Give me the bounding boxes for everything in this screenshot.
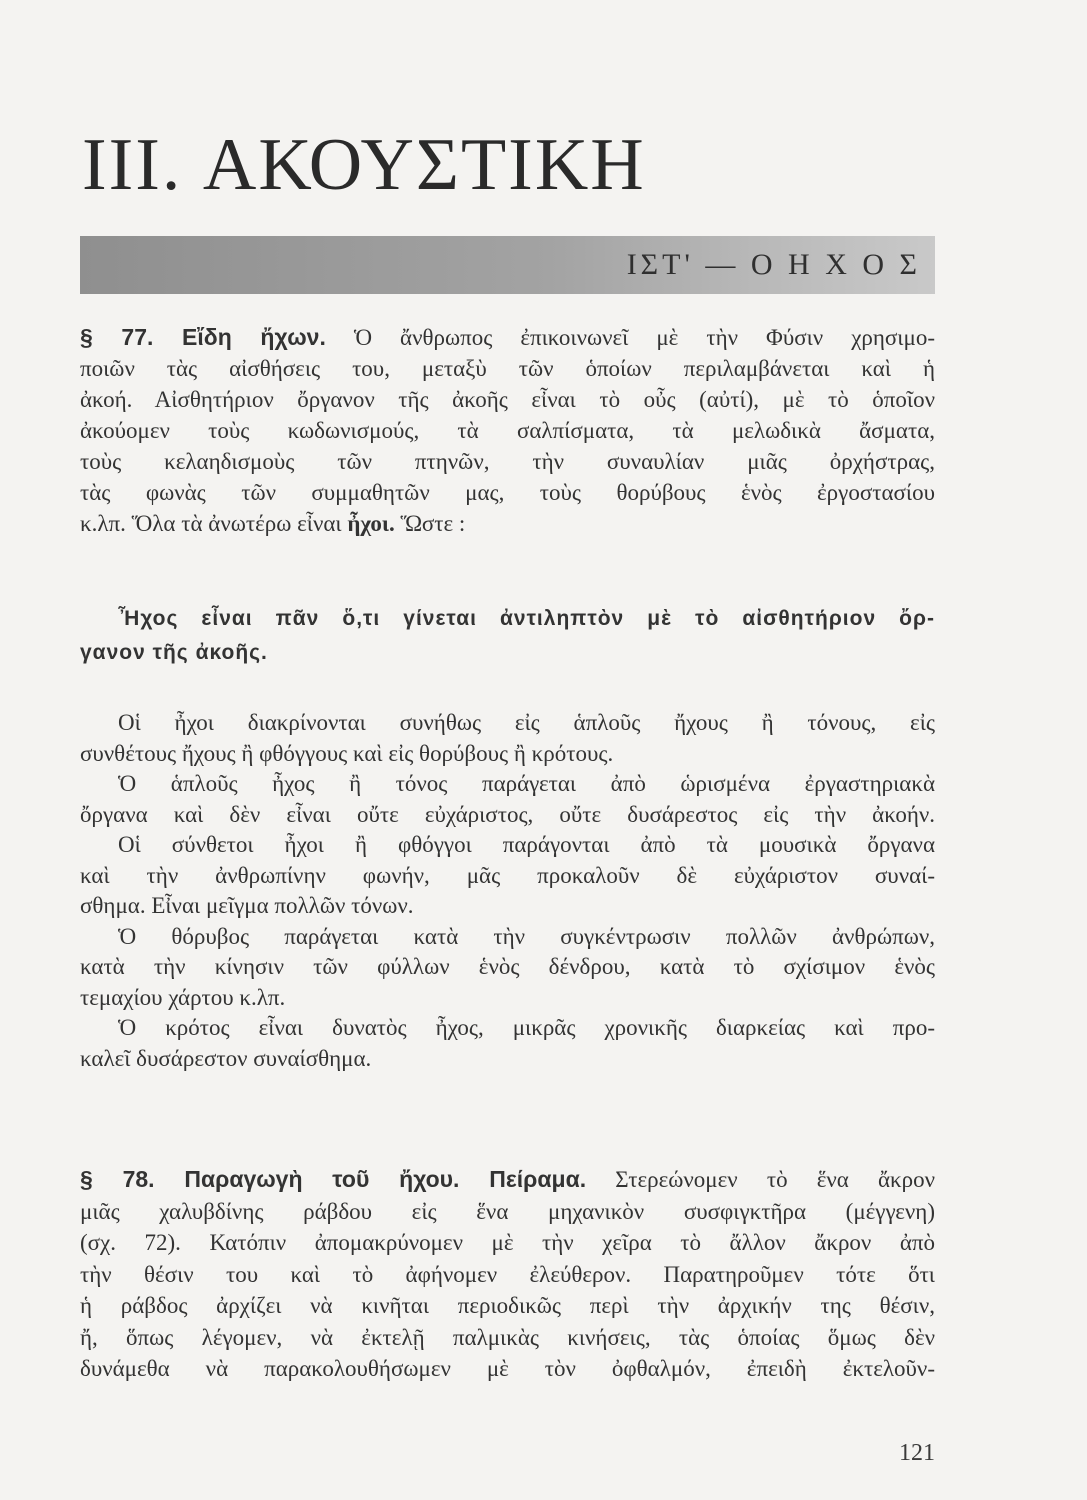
body-line: ὄργανα καὶ δὲν εἶναι οὔτε εὐχάριστος, οὔτε δυσάρεστος εἰς τὴν ἀκοήν. — [80, 801, 935, 827]
paragraph-77-line: ἀκοή. Αἰσθητήριον ὄργανον τῆς ἀκοῆς εἶναι τὸ οὖς (αὐτί), μὲ τὸ ὁποῖον — [80, 387, 935, 412]
paragraph-77-line: § 77. Εἴδη ἤχων. Ὁ ἄνθρωπος ἐπικοινωνεῖ μὲ τὴν Φύσιν χρησιμο- — [80, 324, 935, 350]
paragraph-77 — [80, 322, 935, 539]
paragraph-78-line: ἡ ράβδος ἀρχίζει νὰ κινῆται περιοδικῶς περὶ τὴν ἀρχικήν της θέσιν, — [80, 1293, 935, 1318]
term-sounds: ἦχοι. — [347, 511, 395, 536]
body-paragraphs — [80, 708, 935, 1074]
body-line: τεμαχίου χάρτου κ.λπ. — [80, 984, 286, 1010]
paragraph-78-line: τὴν θέσιν του καὶ τὸ ἀφήνομεν ἐλεύθερον. Παρατηροῦμεν τότε ὅτι — [80, 1261, 935, 1287]
paragraph-77-line: τὰς φωνὰς τῶν συμμαθητῶν μας, τοὺς θορύβους ἑνὸς ἐργοστασίου — [80, 480, 935, 505]
body-line: καὶ τὴν ἀνθρωπίνην φωνήν, μᾶς προκαλοῦν δὲ εὐχάριστον συναί- — [80, 862, 935, 888]
body-line: Ὁ θόρυβος παράγεται κατὰ τὴν συγκέντρωσιν πολλῶν ἀνθρώπων, — [118, 923, 935, 949]
section-band — [80, 236, 935, 294]
paragraph-78-line: (σχ. 72). Κατόπιν ἀπομακρύνομεν μὲ τὴν χεῖρα τὸ ἄλλον ἄκρον ἀπὸ — [80, 1230, 935, 1255]
section-heading: ΙΣΤ' — Ο Η Χ Ο Σ — [626, 248, 921, 281]
paragraph-78 — [80, 1164, 935, 1385]
body-line: Οἱ σύνθετοι ἦχοι ἢ φθόγγοι παράγονται ἀπὸ τὰ μουσικὰ ὄργανα — [118, 832, 935, 857]
definition-line: γανον τῆς ἀκοῆς. — [80, 641, 268, 664]
paragraph-77-line: κ.λπ. Ὅλα τὰ ἀνωτέρω εἶναι ἦχοι. Ὥστε : — [80, 511, 466, 536]
paragraph-77-label: § 77. Εἴδη ἤχων. — [80, 324, 326, 350]
body-line: κατὰ τὴν κίνησιν τῶν φύλλων ἑνὸς δένδρου, κατὰ τὸ σχίσιμον ἑνὸς — [80, 954, 935, 979]
paragraph-78-line: ἤ, ὅπως λέγομεν, νὰ ἐκτελῇ παλμικὰς κινήσεις, τὰς ὁποίας ὅμως δὲν — [80, 1324, 935, 1350]
paragraph-78-line: § 78. Παραγωγὴ τοῦ ἤχου. Πείραμα. Στερεώνομεν τὸ ἕνα ἄκρον — [80, 1166, 935, 1192]
paragraph-78-line: δυνάμεθα νὰ παρακολουθήσωμεν μὲ τὸν ὀφθαλμόν, ἐπειδὴ ἐκτελοῦν- — [80, 1356, 935, 1381]
chapter-title: III. ΑΚΟΥΣΤΙΚΗ — [82, 124, 646, 206]
body-line: Ὁ κρότος εἶναι δυνατὸς ἦχος, μικρᾶς χρονικῆς διαρκείας καὶ προ- — [118, 1015, 935, 1040]
body-line: Οἱ ἦχοι διακρίνονται συνήθως εἰς ἁπλοῦς ἤχους ἢ τόνους, εἰς — [118, 710, 935, 735]
body-line: Ὁ ἁπλοῦς ἦχος ἢ τόνος παράγεται ἀπὸ ὡρισμένα ἐργαστηριακὰ — [118, 771, 935, 796]
definition-line: Ἦχος εἶναι πᾶν ὅ,τι γίνεται ἀντιληπτὸν μὲ τὸ αἰσθητήριον ὄρ- — [118, 607, 935, 630]
definition-box — [80, 602, 935, 670]
paragraph-77-line: ποιῶν τὰς αἰσθήσεις του, μεταξὺ τῶν ὁποίων περιλαμβάνεται καὶ ἡ — [80, 356, 935, 381]
body-line: συνθέτους ἤχους ἢ φθόγγους καὶ εἰς θορύβους ἢ κρότους. — [80, 740, 614, 766]
page-number: 121 — [899, 1440, 935, 1466]
paragraph-77-line: τοὺς κελαηδισμοὺς τῶν πτηνῶν, τὴν συναυλίαν μιᾶς ὀρχήστρας, — [80, 449, 935, 474]
body-line: σθημα. Εἶναι μεῖγμα πολλῶν τόνων. — [80, 893, 414, 918]
paragraph-77-line: ἀκούομεν τοὺς κωδωνισμούς, τὰ σαλπίσματα, τὰ μελωδικὰ ἄσματα, — [80, 418, 935, 443]
paragraph-78-label: § 78. Παραγωγὴ τοῦ ἤχου. Πείραμα. — [80, 1166, 587, 1192]
body-line: καλεῖ δυσάρεστον συναίσθημα. — [80, 1045, 372, 1071]
paragraph-78-line: μιᾶς χαλυβδίνης ράβδου εἰς ἕνα μηχανικὸν συσφιγκτῆρα (μέγγενη) — [80, 1198, 935, 1224]
